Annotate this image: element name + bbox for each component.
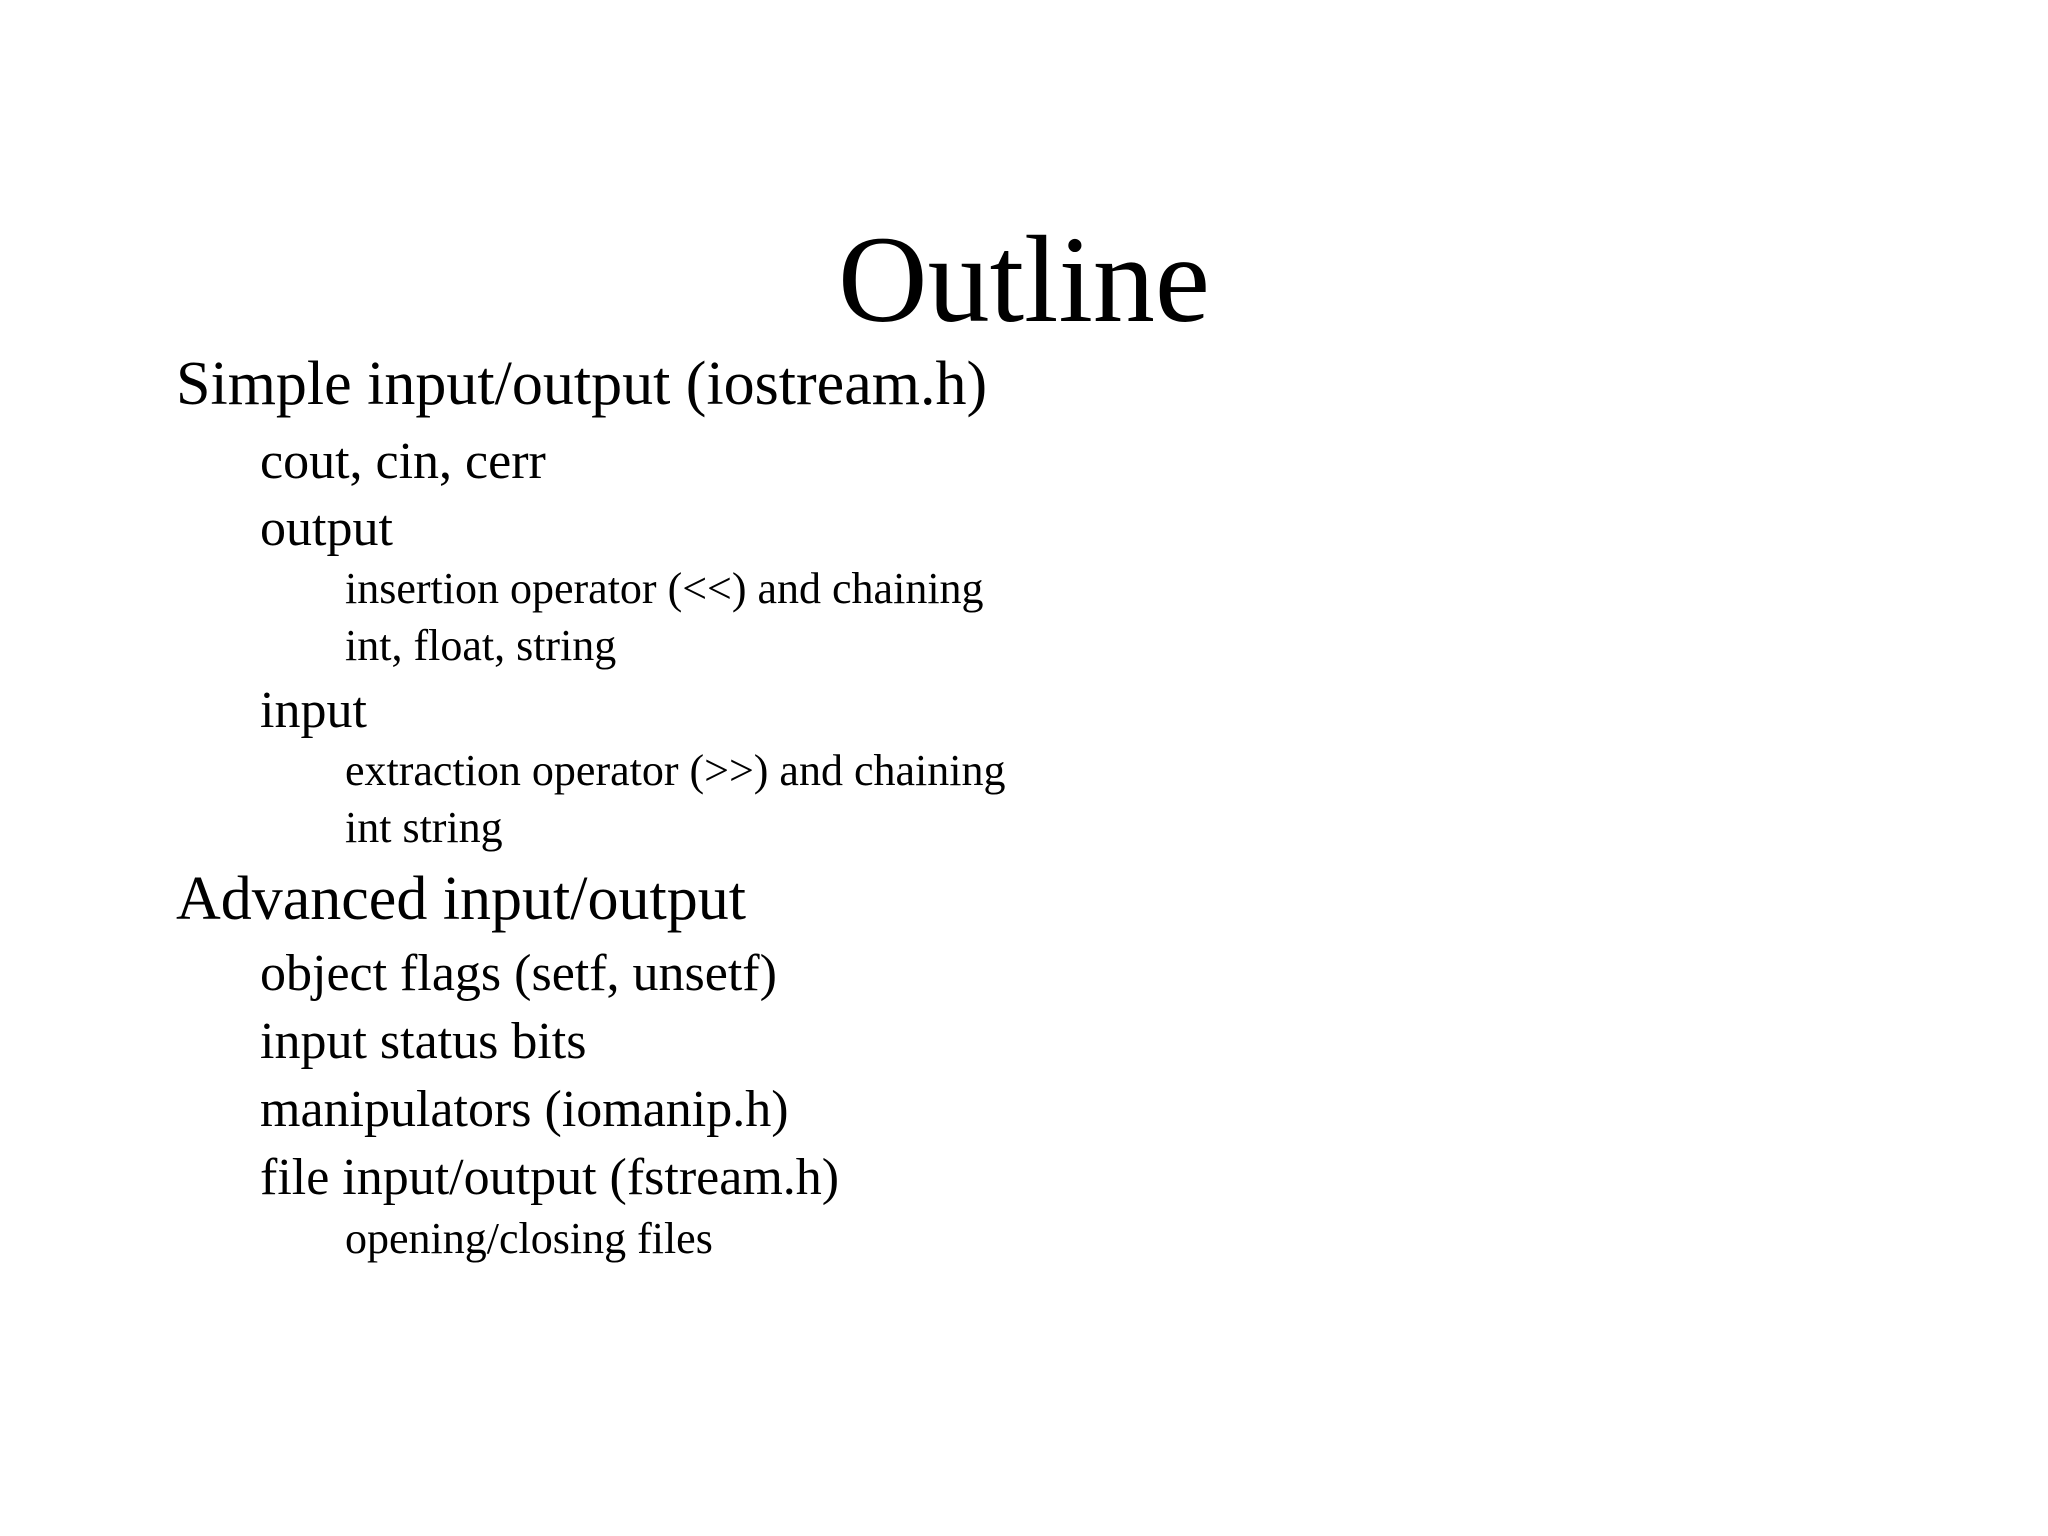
outline-subitem-cout-cin-cerr: cout, cin, cerr — [260, 433, 546, 490]
outline-subitem-input-status-bits: input status bits — [260, 1013, 587, 1070]
outline-item-advanced-io: Advanced input/output — [176, 865, 746, 933]
outline-subsubitem-insertion-operator: insertion operator (<<) and chaining — [345, 564, 984, 613]
outline-subitem-output: output — [260, 500, 393, 557]
outline-subsubitem-int-string: int string — [345, 803, 503, 852]
outline-item-simple-io: Simple input/output (iostream.h) — [176, 350, 988, 418]
outline-subitem-manipulators: manipulators (iomanip.h) — [260, 1081, 789, 1138]
outline-subitem-object-flags: object flags (setf, unsetf) — [260, 945, 777, 1002]
outline-subitem-input: input — [260, 682, 367, 739]
slide-title: Outline — [838, 211, 1210, 348]
outline-subsubitem-extraction-operator: extraction operator (>>) and chaining — [345, 746, 1006, 795]
outline-subitem-file-io: file input/output (fstream.h) — [260, 1149, 840, 1206]
outline-subsubitem-opening-closing-files: opening/closing files — [345, 1214, 713, 1263]
outline-subsubitem-int-float-string: int, float, string — [345, 621, 617, 670]
